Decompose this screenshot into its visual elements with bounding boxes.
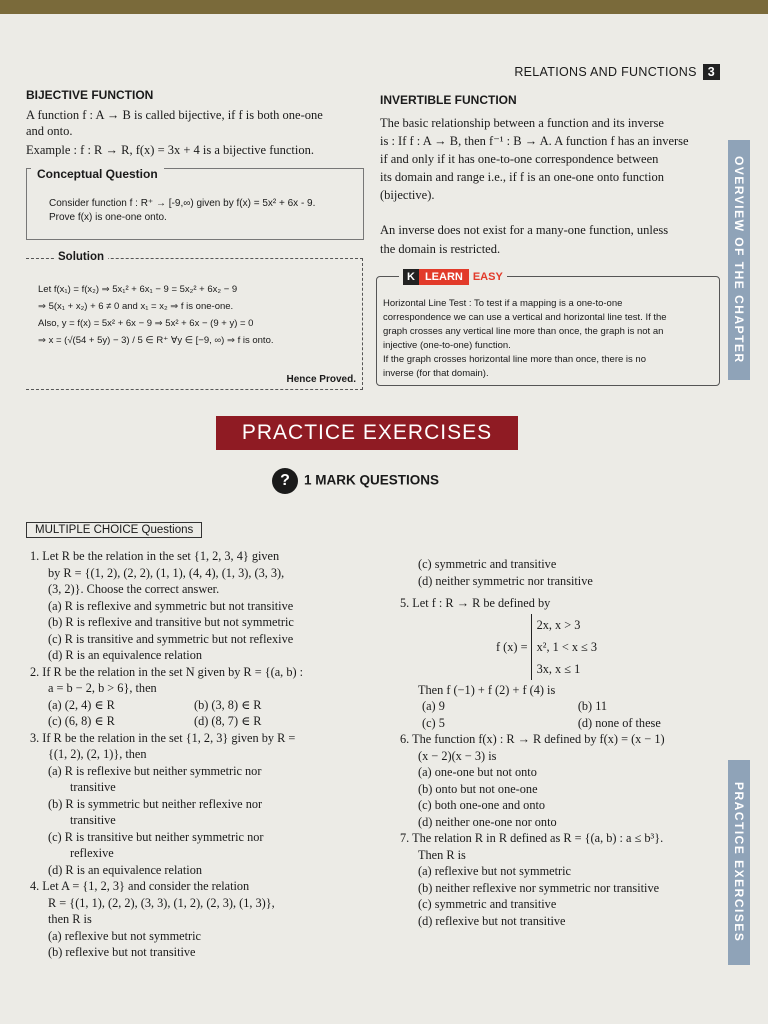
side-tab-overview: OVERVIEW OF THE CHAPTER <box>728 140 750 380</box>
bijective-example: Example : f : R → R, f(x) = 3x + 4 is a bijective function. <box>26 143 315 157</box>
practice-exercises-banner: PRACTICE EXERCISES <box>216 416 518 450</box>
conceptual-question-box <box>26 168 364 240</box>
mark-questions-heading: ? 1 MARK QUESTIONS <box>272 468 439 494</box>
solution-line: Let f(x₁) = f(x₂) ⇒ 5x₁² + 6x₁ − 9 = 5x₂² + 6x₂ − 9 <box>38 284 238 295</box>
invertible-heading: INVERTIBLE FUNCTION <box>380 93 517 107</box>
left-column <box>30 548 368 961</box>
q3: 3. If R be the relation in the set {1, 2, 3} given by R = {(1, 2), (2, 1)}, then (a) R is reflexive but neither symmetric nor transitive (b) R is symmetric but neither reflexive nor transitive (c) R is transitive but neither symmetric nor reflexive (d) R is an equivalence relation <box>30 730 296 877</box>
q4: 4. Let A = {1, 2, 3} and consider the relation R = {(1, 1), (2, 2), (3, 3), (1, 2), (2, 3), (1, 3)}, then R is (a) reflexive but not symmetric (b) reflexive but not transitive <box>30 879 275 959</box>
q2: 2. If R be the relation in the set N given by R = {(a, b) : a = b − 2, b > 6}, then (a) (2, 4) ∈ R (b) (3, 8) ∈ R (c) (6, 8) ∈ R (d) (8, 7) ∈ R <box>30 664 304 728</box>
conceptual-line2: Prove f(x) is one-one onto. <box>49 212 167 223</box>
q6: 6. The function f(x) : R → R defined by f(x) = (x − 1) (x − 2)(x − 3) is (a) one-one but not onto (b) onto but not one-one (c) both one-one and onto (d) neither one-one nor onto <box>400 732 665 829</box>
bijective-line2: and onto. <box>26 124 73 138</box>
header-title: RELATIONS AND FUNCTIONS <box>514 65 697 79</box>
page-top-edge <box>0 0 768 14</box>
learn-easy-logo: K LEARN EASY <box>399 267 507 285</box>
running-header <box>514 64 720 80</box>
question-bubble-icon: ? <box>272 468 298 494</box>
invertible-note1: An inverse does not exist for a many-one function, unless <box>380 223 669 237</box>
q7: 7. The relation R in R defined as R = {(a, b) : a ≤ b³}. Then R is (a) reflexive but not symmetric (b) neither reflexive nor symmetric nor transitive (c) symmetric and transitive (d) reflexive but not transitive <box>400 831 664 928</box>
learn-easy-box: K LEARN EASY Horizontal Line Test : To test if a mapping is a one-to-one correspondence we can use a vertical and horizontal line test. If the graph crosses any vertical line more than once, the graph is not an injective (one-to-one) function. If the graph crosses horizontal line more than once, there is no inverse (for that domain). <box>376 276 720 386</box>
solution-line: ⇒ x = (√(54 + 5y) − 3) / 5 ∈ R⁺ ∀y ∈ [−9, ∞) ⇒ f is onto. <box>38 335 274 346</box>
logo-icon: K <box>403 269 419 285</box>
q5-piecewise: f (x) = 2x, x > 3 x², 1 < x ≤ 3 3x, x ≤ 1 <box>400 614 720 680</box>
hence-proved: Hence Proved. <box>286 374 356 385</box>
q1: 1. Let R be the relation in the set {1, 2, 3, 4} given by R = {(1, 2), (2, 2), (1, 1), (4, 4), (1, 3), (3, 3), (3, 2)}. Choose the correct answer. (a) R is reflexive and symmetric but not transitive (b) R is reflexive and transitive but not symmetric (c) R is transitive and symmetric but not reflexive (d) R is an equivalence relation <box>30 549 294 662</box>
solution-box <box>26 251 363 390</box>
invertible-body: The basic relationship between a function and its inverse is : If f : A → B, then f⁻¹ : B → A. A function f has an inverse if and only if it has one-to-one correspondence between its domain and range i.e., if f is an one-one onto function (bijective). <box>380 116 689 202</box>
side-tab-practice: PRACTICE EXERCISES <box>728 760 750 965</box>
bijective-heading: BIJECTIVE FUNCTION <box>26 88 154 102</box>
q5: 5. Let f : R → R be defined by <box>400 596 551 610</box>
conceptual-question-label: Conceptual Question <box>31 167 164 181</box>
solution-line: ⇒ 5(x₁ + x₂) + 6 ≠ 0 and x₁ = x₂ ⇒ f is one-one. <box>38 301 234 312</box>
right-column: (c) symmetric and transitive (d) neither symmetric nor transitive 5. Let f : R → R be defined by f (x) = 2x, x > 3 x², 1 < x ≤ 3 3x, x ≤ 1 Then f (−1) + f (2) + f (4) is (a) 9 (b) 11 (c) 5 (d) none of these 6. The function f(x) : R → R defined by f(x) = (x − 1) (x − 2)(x − 3) is (a) one-one but not onto (b) onto but not one-one (c) both one-one and onto (d) neither one-one nor onto 7. The relation R in R defined as R = {(a, b) : a ≤ b³}. Then R is (a) reflexive but not symmetric (b) neither reflexive nor symmetric nor transitive (c) symmetric and transitive (d) reflexive but not transitive <box>400 556 720 929</box>
bijective-line1: A function f : A → B is called bijective, if f is both one-one <box>26 108 323 122</box>
solution-label: Solution <box>54 251 108 263</box>
solution-line: Also, y = f(x) = 5x² + 6x − 9 ⇒ 5x² + 6x − (9 + y) = 0 <box>38 318 254 329</box>
conceptual-line1: Consider function f : R⁺ → [-9,∞) given by f(x) = 5x² + 6x - 9. <box>49 198 316 209</box>
page-number: 3 <box>703 64 720 80</box>
invertible-note2: the domain is restricted. <box>380 242 501 256</box>
mcq-label: MULTIPLE CHOICE Questions <box>26 522 202 538</box>
